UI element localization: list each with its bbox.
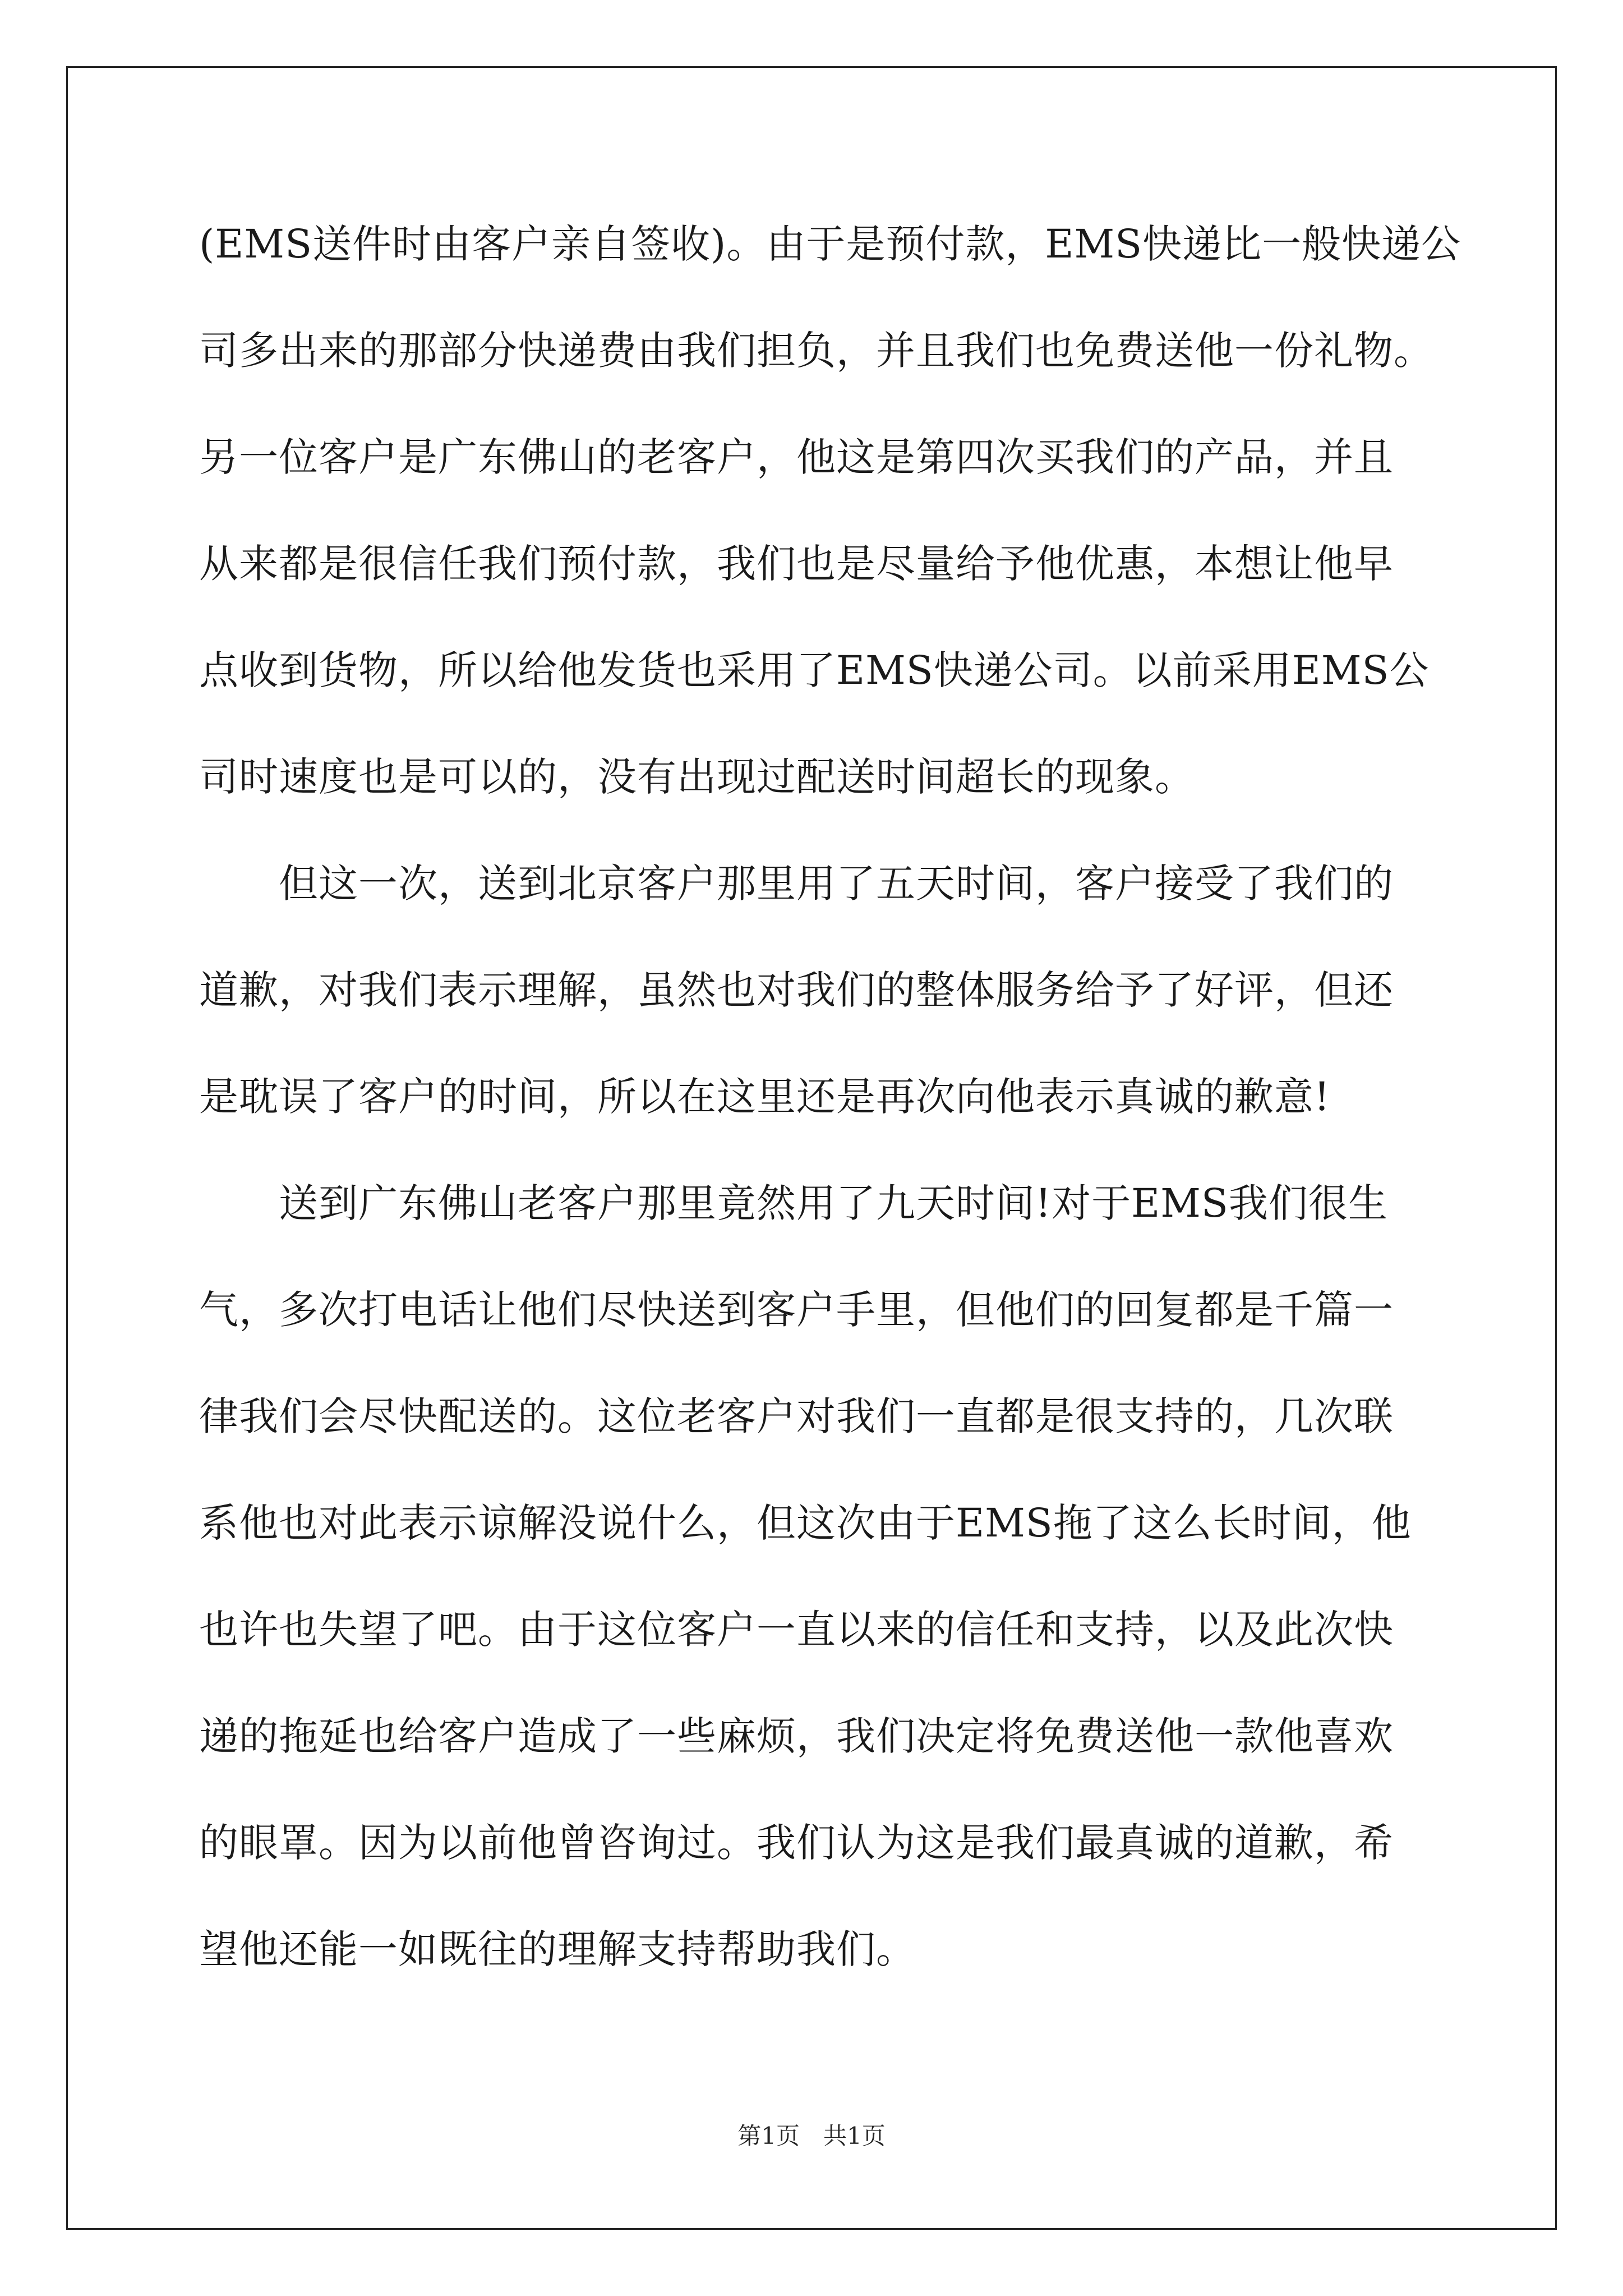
text-line: 从来都是很信任我们预付款，我们也是尽量给予他优惠，本想让他早 bbox=[199, 541, 1394, 587]
text-line: 的眼罩。因为以前他曾咨询过。我们认为这是我们最真诚的道歉，希 bbox=[199, 1820, 1394, 1866]
text-line: 律我们会尽快配送的。这位老客户对我们一直都是很支持的，几次联 bbox=[199, 1393, 1394, 1439]
text-line: 但这一次，送到北京客户那里用了五天时间，客户接受了我们的 bbox=[199, 861, 1394, 907]
page-number: 第1页 共1页 bbox=[737, 2122, 886, 2150]
text-line: 送到广东佛山老客户那里竟然用了九天时间!对于EMS我们很生 bbox=[199, 1180, 1388, 1226]
text-line: 点收到货物，所以给他发货也采用了EMS快递公司。以前采用EMS公 bbox=[199, 647, 1430, 693]
text-line: 望他还能一如既往的理解支持帮助我们。 bbox=[199, 1926, 916, 1972]
text-line: 气，多次打电话让他们尽快送到客户手里，但他们的回复都是千篇一 bbox=[199, 1287, 1394, 1333]
text-line: 是耽误了客户的时间，所以在这里还是再次向他表示真诚的歉意! bbox=[199, 1074, 1331, 1120]
page-border bbox=[66, 66, 1557, 2230]
text-line: 司时速度也是可以的，没有出现过配送时间超长的现象。 bbox=[199, 754, 1195, 800]
text-line: 另一位客户是广东佛山的老客户，他这是第四次买我们的产品，并且 bbox=[199, 434, 1394, 480]
text-line: 司多出来的那部分快递费由我们担负，并且我们也免费送他一份礼物。 bbox=[199, 328, 1433, 374]
text-line: 递的拖延也给客户造成了一些麻烦，我们决定将免费送他一款他喜欢 bbox=[199, 1713, 1394, 1759]
text-line: 道歉，对我们表示理解，虽然也对我们的整体服务给予了好评，但还 bbox=[199, 967, 1394, 1013]
text-line: 系他也对此表示谅解没说什么，但这次由于EMS拖了这么长时间，他 bbox=[199, 1500, 1412, 1546]
text-line: 也许也失望了吧。由于这位客户一直以来的信任和支持，以及此次快 bbox=[199, 1607, 1394, 1653]
text-line: (EMS送件时由客户亲自签收)。由于是预付款，EMS快递比一般快递公 bbox=[199, 221, 1461, 267]
